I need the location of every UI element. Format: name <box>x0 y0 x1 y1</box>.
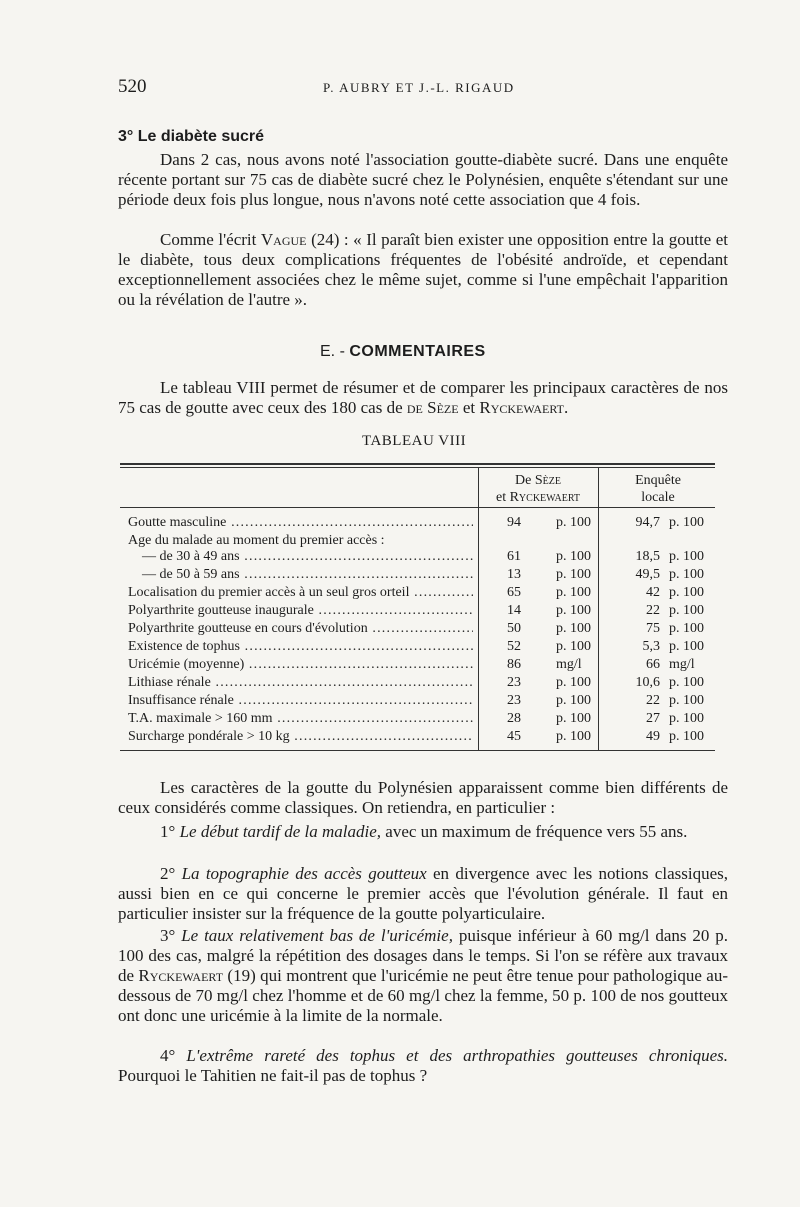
cell-value-locale: 22 <box>646 603 660 618</box>
table-bottom-rule <box>120 750 715 751</box>
cell-unit-de-seze: p. 100 <box>556 729 591 744</box>
cell-value-locale: 27 <box>646 711 660 726</box>
cell-unit-de-seze: p. 100 <box>556 585 591 600</box>
text-segment: et <box>462 398 476 417</box>
cell-unit-locale: p. 100 <box>669 639 704 654</box>
cell-value-de-seze: 45 <box>507 729 521 744</box>
text-segment: en divergence avec les notions classiques, aussi bien en ce qui concerne le premier accès que l'évolution générale. Il faut en particulier insister sur la fréquence de la goutte polyarticulaire. <box>118 864 728 923</box>
row-label: Uricémie (moyenne) ..... <box>128 657 473 673</box>
table-row <box>128 585 718 603</box>
cell-value-locale: 42 <box>646 585 660 600</box>
section-heading-prefix: E. - <box>320 343 345 360</box>
item-number: 1° <box>160 822 176 841</box>
row-label: Existence de tophus ..... <box>128 639 473 655</box>
cell-value-de-seze: 65 <box>507 585 521 600</box>
text-segment: (24) : « Il paraît bien exister une opposition entre la goutte et le diabète, tous deux complications fréquentes de l'obésité androïde, et cependant exceptionnellement associées chez le même sujet, comme si l'une empêchait l'apparition ou la révélation de l'autre ». <box>118 230 729 309</box>
conclusion-item-4 <box>118 1046 728 1086</box>
page-header <box>118 76 718 100</box>
table-row <box>128 515 718 533</box>
cell-unit-de-seze: p. 100 <box>556 603 591 618</box>
text-segment: puisque inférieur à 60 mg/l dans 20 p. 100 des cas, malgré la répétition des dosages dans le temps. Si l'on se réfère aux travaux de <box>118 926 729 985</box>
cell-unit-de-seze: p. 100 <box>556 639 591 654</box>
cell-unit-locale: p. 100 <box>669 729 704 744</box>
cell-unit-locale: p. 100 <box>669 515 704 530</box>
paragraph-diabete-2 <box>118 230 728 310</box>
table-header-rule <box>120 507 715 508</box>
cell-unit-locale: mg/l <box>669 657 695 672</box>
table-top-rule <box>120 463 715 465</box>
cell-unit-locale: p. 100 <box>669 711 704 726</box>
cell-unit-de-seze: mg/l <box>556 657 582 672</box>
page-number: 520 <box>118 76 147 97</box>
cell-unit-de-seze: p. 100 <box>556 675 591 690</box>
column-header-line <box>478 489 598 506</box>
row-label: Goutte masculine ..... <box>128 515 473 531</box>
row-label: Polyarthrite goutteuse inaugurale ..... <box>128 603 473 619</box>
row-label: T.A. maximale > 160 mm ..... <box>128 711 473 727</box>
text-segment: Le tableau VIII permet de résumer et de comparer les principaux caractères de nos 75 cas de goutte avec ceux des 180 cas de <box>118 378 728 417</box>
author-name: de Sèze <box>406 398 459 417</box>
cell-value-locale: 18,5 <box>635 549 660 564</box>
column-header-line <box>478 472 598 489</box>
cell-unit-de-seze: p. 100 <box>556 693 591 708</box>
cell-value-locale: 10,6 <box>635 675 660 690</box>
row-label: — de 50 à 59 ans ..... <box>128 567 473 583</box>
table-row <box>128 549 718 567</box>
cell-value-locale: 75 <box>646 621 660 636</box>
table-row <box>128 675 718 693</box>
section-heading-title: COMMENTAIRES <box>349 343 486 360</box>
cell-value-de-seze: 14 <box>507 603 521 618</box>
cell-unit-locale: p. 100 <box>669 567 704 582</box>
cell-value-de-seze: 94 <box>507 515 521 530</box>
cell-value-locale: 5,3 <box>642 639 660 654</box>
table-row <box>128 603 718 621</box>
cell-unit-locale: p. 100 <box>669 549 704 564</box>
cell-value-locale: 49,5 <box>635 567 660 582</box>
running-title: P. AUBRY ET J.-L. RIGAUD <box>323 80 515 95</box>
cell-value-de-seze: 61 <box>507 549 521 564</box>
conclusion-item-2 <box>118 864 728 924</box>
cell-unit-locale: p. 100 <box>669 693 704 708</box>
table-row <box>128 621 718 639</box>
row-label: Localisation du premier accès à un seul gros orteil ..... <box>128 585 473 601</box>
cell-unit-de-seze: p. 100 <box>556 567 591 582</box>
text-segment: De <box>515 473 532 488</box>
cell-unit-locale: p. 100 <box>669 603 704 618</box>
row-label: Age du malade au moment du premier accès : <box>128 533 385 548</box>
column-header-line: Enquête <box>635 473 681 488</box>
table-row <box>128 693 718 711</box>
column-header-enquete-locale <box>598 472 718 506</box>
text-segment: Comme l'écrit <box>160 230 257 249</box>
text-segment: . <box>564 398 569 417</box>
text-segment: (19) qui montrent que l'uricémie ne peut être tenue pour pathologique au-dessous de 70 mg/l chez l'homme et de 60 mg/l chez la femme, 50 p. 100 de nos goutteux ont donc une uricémie à la limite de la normale. <box>118 966 728 1025</box>
item-emphasis: Le taux relativement bas de l'uricémie, <box>181 926 453 945</box>
cell-unit-de-seze: p. 100 <box>556 515 591 530</box>
cell-value-de-seze: 52 <box>507 639 521 654</box>
text-segment: Pourquoi le Tahitien ne fait-il pas de tophus ? <box>118 1066 428 1085</box>
cell-unit-locale: p. 100 <box>669 621 704 636</box>
cell-value-de-seze: 50 <box>507 621 521 636</box>
author-name: Vague <box>260 230 307 249</box>
cell-value-locale: 66 <box>646 657 660 672</box>
row-label: Polyarthrite goutteuse en cours d'évolution ..... <box>128 621 473 637</box>
table-row <box>128 729 718 747</box>
table-row <box>128 657 718 675</box>
cell-value-de-seze: 23 <box>507 693 521 708</box>
table-row <box>128 567 718 585</box>
item-number: 4° <box>160 1046 176 1065</box>
text-segment: avec un maximum de fréquence vers 55 ans. <box>385 822 688 841</box>
table-top-rule-thin <box>120 467 715 468</box>
cell-value-locale: 22 <box>646 693 660 708</box>
table-row <box>128 711 718 729</box>
cell-value-de-seze: 23 <box>507 675 521 690</box>
cell-value-locale: 94,7 <box>635 515 660 530</box>
paragraph-commentaires-intro <box>118 378 728 418</box>
table-title: TABLEAU VIII <box>362 433 467 449</box>
row-label: Insuffisance rénale ..... <box>128 693 473 709</box>
cell-value-de-seze: 13 <box>507 567 521 582</box>
cell-unit-de-seze: p. 100 <box>556 549 591 564</box>
column-header-line: locale <box>641 490 675 505</box>
author-name: Ryckewaert <box>479 398 564 417</box>
cell-value-locale: 49 <box>646 729 660 744</box>
section-title-diabete: 3° Le diabète sucré <box>118 128 265 145</box>
cell-unit-locale: p. 100 <box>669 585 704 600</box>
item-number: 3° <box>160 926 176 945</box>
conclusion-item-3 <box>118 926 728 1026</box>
paragraph-conclusions-intro: Les caractères de la goutte du Polynésien apparaissent comme bien différents de ceux considérés comme classiques. On retiendra, en particulier : <box>118 778 728 817</box>
item-emphasis: La topographie des accès goutteux <box>181 864 427 883</box>
author-name: Sèze <box>534 473 561 488</box>
item-number: 2° <box>160 864 176 883</box>
author-name: Ryckewaert <box>509 490 580 505</box>
item-emphasis: Le début tardif de la maladie, <box>179 822 382 841</box>
item-emphasis: L'extrême rareté des tophus et des arthropathies goutteuses chroniques. <box>186 1046 728 1065</box>
cell-value-de-seze: 86 <box>507 657 521 672</box>
text-segment: et <box>495 490 507 505</box>
author-name: Ryckewaert <box>138 966 224 985</box>
cell-value-de-seze: 28 <box>507 711 521 726</box>
cell-unit-de-seze: p. 100 <box>556 711 591 726</box>
cell-unit-de-seze: p. 100 <box>556 621 591 636</box>
row-label: Lithiase rénale ..... <box>128 675 473 691</box>
cell-unit-locale: p. 100 <box>669 675 704 690</box>
row-label: Surcharge pondérale > 10 kg ..... <box>128 729 473 745</box>
table-row <box>128 639 718 657</box>
section-heading-commentaires <box>320 343 486 361</box>
row-label: — de 30 à 49 ans ..... <box>128 549 473 565</box>
column-header-de-seze <box>478 472 598 506</box>
paragraph-diabete-1: Dans 2 cas, nous avons noté l'association goutte-diabète sucré. Dans une enquête récente portant sur 75 cas de diabète sucré chez le Polynésien, enquête s'étendant sur une période deux fois plus longue, nous n'avons noté cette association que 4 fois. <box>118 150 728 209</box>
conclusion-item-1 <box>118 822 728 842</box>
